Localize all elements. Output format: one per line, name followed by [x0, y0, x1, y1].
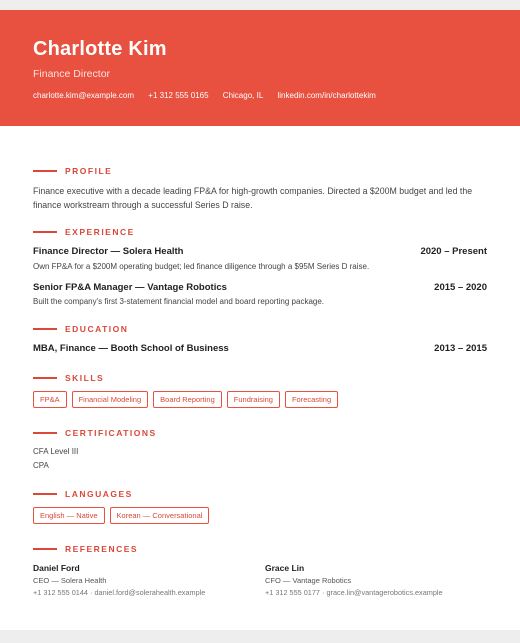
- reference-role: CFO — Vantage Robotics: [265, 576, 352, 585]
- skill-tag: Fundraising: [227, 391, 280, 408]
- candidate-title: Finance Director: [33, 68, 111, 80]
- section-heading-certifications: CERTIFICATIONS: [33, 428, 157, 438]
- section-rule: [33, 432, 57, 434]
- candidate-name: Charlotte Kim: [33, 38, 167, 60]
- reference-role: CEO — Solera Health: [33, 576, 107, 585]
- language-tag: Korean — Conversational: [110, 507, 210, 524]
- section-rule: [33, 548, 57, 550]
- education-title: MBA, Finance — Booth School of Business: [33, 343, 229, 354]
- reference-card: [33, 563, 263, 597]
- job-dates: 2020 – Present: [420, 246, 487, 257]
- section-heading-experience: EXPERIENCE: [33, 227, 135, 237]
- skill-tag: FP&A: [33, 391, 67, 408]
- reference-card: [265, 563, 495, 597]
- certification-item: CPA: [33, 461, 49, 470]
- reference-name: Grace Lin: [265, 563, 305, 573]
- contact-email: charlotte.kim@example.com: [33, 91, 135, 100]
- job-title: Finance Director — Solera Health: [33, 246, 184, 257]
- language-tag: English — Native: [33, 507, 105, 524]
- job-dates: 2015 – 2020: [434, 282, 487, 293]
- section-rule: [33, 170, 57, 172]
- resume-header: [0, 10, 520, 126]
- profile-text: Finance executive with a decade leading FP&A for high-growth companies. Directed a $200M budget and led the finance workstream through a successful Series D raise.: [33, 186, 473, 210]
- section-heading-education: EDUCATION: [33, 324, 128, 334]
- job-description: Own FP&A for a $200M operating budget; led finance diligence through a $95M Series D raise.: [33, 262, 370, 271]
- section-heading-references: REFERENCES: [33, 544, 138, 554]
- skill-tag: Board Reporting: [153, 391, 222, 408]
- reference-name: Daniel Ford: [33, 563, 80, 573]
- contact-location: Chicago, IL: [222, 91, 264, 100]
- education-dates: 2013 – 2015: [434, 343, 487, 354]
- certification-item: CFA Level III: [33, 447, 79, 456]
- section-heading-profile: PROFILE: [33, 166, 112, 176]
- contact-linkedin: linkedin.com/in/charlottekim: [277, 91, 376, 100]
- skill-tag: Financial Modeling: [72, 391, 149, 408]
- contact-phone: +1 312 555 0165: [148, 91, 209, 100]
- section-rule: [33, 231, 57, 233]
- section-rule: [33, 377, 57, 379]
- section-rule: [33, 493, 57, 495]
- reference-contact: +1 312 555 0177 · grace.lin@vantagerobotics.example: [265, 588, 443, 597]
- contact-line: [33, 91, 388, 100]
- section-heading-skills: SKILLS: [33, 373, 104, 383]
- reference-contact: +1 312 555 0144 · daniel.ford@solerahealth.example: [33, 588, 206, 597]
- skills-tags: [33, 391, 343, 408]
- resume-page: [0, 10, 520, 630]
- job-title: Senior FP&A Manager — Vantage Robotics: [33, 282, 227, 293]
- skill-tag: Forecasting: [285, 391, 338, 408]
- section-heading-languages: LANGUAGES: [33, 489, 133, 499]
- language-tags: [33, 507, 214, 524]
- section-rule: [33, 328, 57, 330]
- job-description: Built the company's first 3-statement financial model and board reporting package.: [33, 297, 325, 306]
